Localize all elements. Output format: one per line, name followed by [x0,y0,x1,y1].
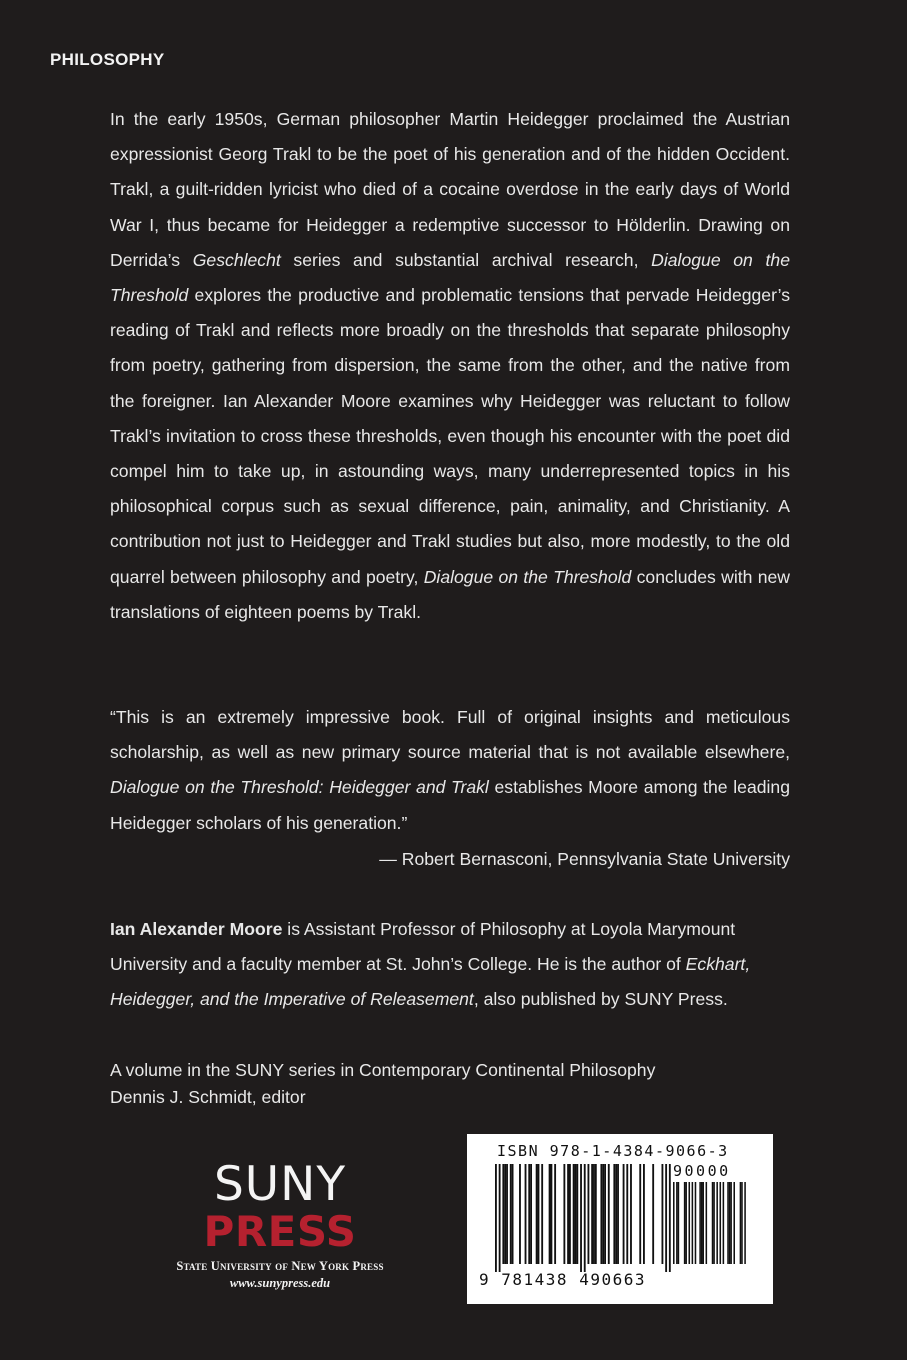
barcode-bar [576,1164,578,1264]
author-bio [110,912,790,1018]
price-code: 90000 [673,1162,731,1180]
text-run: is Assistant Professor of Philosophy at Loyola Marymount University and a faculty member at St. John’s College. He is the author of [110,919,736,975]
barcode-bar [665,1164,667,1272]
addon-bar [706,1182,708,1264]
text-run: explores the productive and problematic tensions that pervade Heidegger’s reading of Trakl and reflects more broadly on the thresholds that separate philosophy from poetry, gathering from dispersion, the same from the other, and the native from the foreigner. Ian Alexander Moore examines why Heidegger was reluctant to follow Trakl’s invitation to cross these thresholds, even though his encounter with the poet did compel him to take up, in astounding ways, many underrepresented topics in his philosophical corpus such as sexual difference, pain, animality, and Christianity. A contribution not just to Heidegger and Trakl studies but also, more modestly, to the old quarrel between philosophy and poetry, [110,285,790,587]
text-run: Eckhart, Heidegger, and the Imperative of Releasement [110,954,751,1010]
series-line: A volume in the SUNY series in Contemporary Continental Philosophy [110,1060,656,1080]
addon-bar [689,1182,691,1264]
addon-bar [684,1182,686,1264]
addon-bar [712,1182,714,1264]
publisher-logo [162,1157,398,1291]
barcode-bar [525,1164,527,1264]
logo-suny: SUNY [213,1157,347,1212]
barcode-bar [602,1164,604,1264]
text-run: series and substantial archival research, [280,249,652,270]
ean-digits: 9 781438 490663 [479,1270,646,1289]
book-description [110,102,790,630]
endorsement-attribution: — Robert Bernasconi, Pennsylvania State University [379,849,790,869]
barcode-bar [541,1164,543,1264]
barcode-bar [615,1164,617,1264]
addon-bar [678,1182,680,1264]
barcode-bar [639,1164,641,1264]
barcode-bar [530,1164,532,1264]
barcode-bar [593,1164,595,1264]
barcode-bar [554,1164,556,1264]
addon-bar [720,1182,722,1264]
barcode-bar [608,1164,610,1264]
barcode-bar [510,1164,512,1264]
text-run: concludes with new translations of eighteen poems by Trakl. [110,566,791,622]
barcode-bar [563,1164,565,1264]
barcode-bar [506,1164,508,1264]
barcode-bar [669,1164,671,1272]
addon-bar [744,1182,746,1264]
barcode-bar [499,1164,501,1272]
addon-bar [699,1182,701,1264]
text-run: Geschlecht [192,249,281,270]
series-editor: Dennis J. Schmidt, editor [110,1087,306,1107]
text-run: Dialogue on the Threshold: Heidegger and Trakl [110,777,489,798]
barcode-bar [512,1164,514,1264]
barcode-bar [536,1164,538,1264]
addon-bar [729,1182,731,1264]
publisher-full-name: State University of New York Press [176,1259,384,1273]
addon-bar [740,1182,742,1264]
addon-bar [701,1182,703,1264]
series-note [110,1057,790,1111]
barcode-bar [495,1164,497,1272]
addon-bar [685,1182,687,1264]
addon-bar [692,1182,694,1264]
addon-bar [702,1182,704,1264]
addon-bar [695,1182,697,1264]
barcode-bar [588,1164,590,1264]
text-run: Dialogue on the Threshold [110,249,790,306]
addon-bar [733,1182,735,1264]
publisher-website: www.sunypress.edu [229,1276,331,1290]
text-run: “This is an extremely impressive book. Full of original insights and meticulous scholarship, as well as new primary source material that is not available elsewhere, [110,707,790,763]
barcode-bar [538,1164,540,1264]
barcode-bar [502,1164,504,1264]
barcode-bar [630,1164,632,1264]
barcode-bar [626,1164,628,1264]
isbn-barcode [467,1134,773,1304]
barcode-bar [580,1164,582,1272]
barcode-bar [551,1164,553,1264]
barcode-bar [584,1164,586,1272]
barcode-bar [643,1164,645,1264]
barcode-bar [569,1164,571,1264]
barcode-bar [567,1164,569,1264]
barcode-bar [528,1164,530,1264]
barcode-bar [504,1164,506,1264]
category-label: PHILOSOPHY [50,50,165,69]
addon-bar [727,1182,729,1264]
barcode-bar [600,1164,602,1264]
barcode-bar [573,1164,575,1264]
text-run: Dialogue on the Threshold [423,566,632,587]
barcode-bar [519,1164,521,1264]
addon-bar [741,1182,743,1264]
addon-bar [676,1182,678,1264]
barcode-bar [652,1164,654,1264]
barcode-bar [604,1164,606,1264]
text-run: establishes Moore among the leading Heidegger scholars of his generation.” [110,777,790,833]
addon-bar [730,1182,732,1264]
addon-bar [723,1182,725,1264]
logo-press: PRESS [203,1207,357,1256]
text-run: , also published by SUNY Press. [473,989,728,1010]
barcode-bar [623,1164,625,1264]
addon-bar [716,1182,718,1264]
barcode-bar [617,1164,619,1264]
endorsement-quote [110,700,790,841]
barcode-bar [613,1164,615,1264]
text-run: In the early 1950s, German philosopher Martin Heidegger proclaimed the Austrian expressionist Georg Trakl to be the poet of his generation and of the hidden Occident. Trakl, a guilt-ridden lyricist who died of a cocaine overdose in the early days of World War I, thus became for Heidegger a redemptive successor to Hölderlin. Drawing on Derrida’s [110,109,790,270]
addon-bar [713,1182,715,1264]
isbn-label: ISBN 978-1-4384-9066-3 [497,1142,729,1160]
barcode-bar [595,1164,597,1264]
barcode-bar [662,1164,664,1264]
addon-bar [673,1182,675,1264]
text-run: Ian Alexander Moore [110,919,283,939]
barcode-bar [575,1164,577,1264]
barcode-bar [549,1164,551,1264]
barcode-bar [591,1164,593,1264]
